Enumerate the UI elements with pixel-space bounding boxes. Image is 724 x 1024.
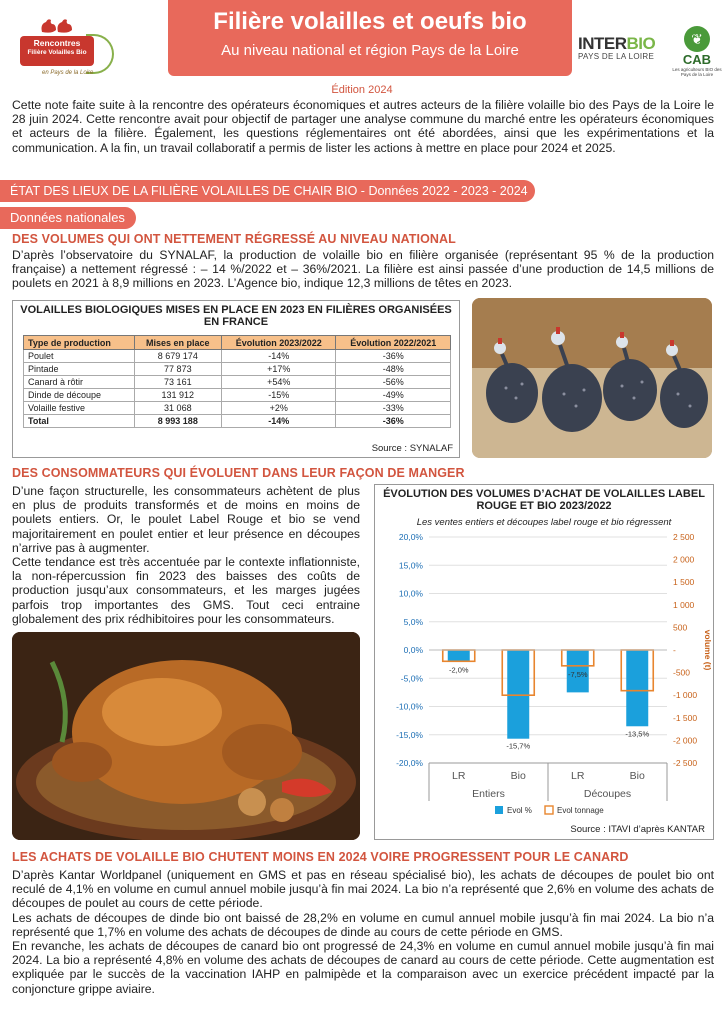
chart-right-tick-label: 500 (673, 622, 688, 633)
logo-left-line1: Rencontres (33, 38, 81, 48)
interbio-sub: PAYS DE LA LOIRE (578, 52, 655, 61)
guinea-fowl-photo (472, 298, 712, 458)
table-cell: 8 679 174 (134, 350, 221, 363)
title-banner (168, 0, 572, 76)
table-row (24, 389, 451, 402)
cab-name: CAB (682, 52, 712, 67)
production-table-box (12, 300, 460, 458)
chart-legend-label: Evol % (507, 806, 532, 815)
table-cell: 8 993 188 (134, 415, 221, 428)
chart-right-tick-label: -2 500 (673, 758, 698, 768)
table-cell: 73 161 (134, 376, 221, 389)
paragraph-purchases-poulet: D’après Kantar Worldpanel (uniquement en GMS et pas en réseau spécialisé bio), les achats de découpes de poulet bio ont reculé de 4,1% en volume en cumul annuel mobile jusqu’à fin mai 2024. La bio n’a représenté que 2,6% en volume des achats de découpes de poulet au cours de cette période. (12, 868, 714, 911)
heading-purchases-2024: LES ACHATS DE VOLAILLE BIO CHUTENT MOINS EN 2024 VOIRE PROGRESSENT POUR LE CANARD (12, 850, 629, 864)
table-row (24, 402, 451, 415)
intro-paragraph: Cette note faite suite à la rencontre des opérateurs économiques et autres acteurs de la filière volaille bio des Pays de la Loire le 28 juin 2024. Cette rencontre avait pour objectif de partager une analyse commune du marché entre les opérateurs économiques et acteurs de la filière. Également, les questions réglementaires ont été abordées, ainsi que les expérimentations et la communication. A la fin, un travail collaboratif a permis de lister les actions à mettre en place pour 2024 et 2025. (12, 98, 714, 155)
hen-icon (38, 14, 78, 36)
chart-title: ÉVOLUTION DES VOLUMES D’ACHAT DE VOLAILLES LABEL ROUGE ET BIO 2023/2022 (383, 488, 705, 512)
table-cell: Volaille festive (24, 402, 135, 415)
table-cell: Canard à rôtir (24, 376, 135, 389)
table-row (24, 350, 451, 363)
table-cell: 77 873 (134, 363, 221, 376)
chart-data-label: -15,7% (506, 741, 531, 751)
paragraph-purchases-canard: En revanche, les achats de découpes de canard bio ont progressé de 24,3% en volume en cumul annuel mobile jusqu’à fin mai 2024. La bio a représenté 4,8% en volume des achats de découpes de canard au cours de cette période. Cette augmentation est expliquée par le succès de la vaccination IAHP en palmipède et la comparaison avec un exercice précédent impacté par la conjoncture grippe aviaire. (12, 939, 714, 996)
page-title: Filière volailles et oeufs bio (213, 8, 527, 35)
table-header-row (24, 336, 451, 350)
table-cell: 131 912 (134, 389, 221, 402)
table-header-cell: Évolution 2022/2021 (336, 336, 451, 350)
table-cell: +17% (222, 363, 336, 376)
chart-bar-evol-pct (626, 650, 648, 726)
production-table (23, 335, 451, 428)
chart-source: Source : ITAVI d’après KANTAR (570, 824, 705, 835)
table-header-cell: Mises en place (134, 336, 221, 350)
table-cell: -33% (336, 402, 451, 415)
chart-right-tick-label: 1 000 (673, 599, 695, 610)
interbio-logo (578, 34, 668, 74)
table-cell: -48% (336, 363, 451, 376)
table-cell: Total (24, 415, 135, 428)
table-cell: -56% (336, 376, 451, 389)
chart-data-label: -7,5% (567, 669, 588, 679)
chart-subtitle: Les ventes entiers et découpes label rouge et bio régressent (416, 517, 672, 528)
chart-left-tick-label: -10,0% (396, 701, 423, 712)
table-cell: -36% (336, 350, 451, 363)
roast-chicken-photo (12, 632, 360, 840)
table-cell: -14% (222, 350, 336, 363)
interbio-part-a: INTER (578, 34, 627, 53)
guinea-fowl-illustration (472, 298, 712, 458)
chart-right-axis-label: volume (t) (703, 629, 713, 671)
table-cell: Dinde de découpe (24, 389, 135, 402)
table-row (24, 363, 451, 376)
chart-right-tick-label: - (673, 645, 676, 655)
table-header-cell: Évolution 2023/2022 (222, 336, 336, 350)
table-title: VOLAILLES BIOLOGIQUES MISES EN PLACE EN 2023 EN FILIÈRES ORGANISÉES EN FRANCE (20, 304, 452, 328)
chart-left-tick-label: -5,0% (400, 673, 423, 684)
interbio-part-b: BIO (626, 34, 656, 53)
chart-category-label: LR (452, 770, 466, 782)
chart-legend-swatch-evol-tonnage (545, 806, 553, 814)
chart-legend-swatch-evol-pct (495, 806, 503, 814)
chart-bar-evol-pct (507, 650, 529, 739)
cab-leaf-icon: ❦ (684, 26, 710, 52)
paragraph-consumers (12, 484, 360, 626)
chart-category-label: LR (571, 770, 585, 782)
chart-group-label: Entiers (472, 788, 505, 800)
chart-svg (375, 485, 715, 841)
logo-left-line2: Filière Volailles Bio (27, 49, 87, 56)
logo-left-sub: en Pays de la Loire (42, 70, 94, 76)
table-cell: Pintade (24, 363, 135, 376)
chart-data-label: -2,0% (448, 665, 469, 675)
logo-ring (86, 34, 114, 74)
chart-right-tick-label: 2 000 (673, 554, 695, 565)
cab-logo (672, 26, 722, 82)
chart-right-tick-label: -2 000 (673, 735, 698, 746)
chart-data-label: -13,5% (625, 729, 650, 739)
interbio-wordmark (578, 34, 668, 54)
paragraph-consumers-b: Cette tendance est très accentuée par le contexte inflationniste, la non-répercussion fin 2023 des baisses des coûts de production jusqu’aux consommateurs, et les marges jugées parfois trop importantes des GMS. Tout ceci entraine globalement des prix rédhibitoires pour les consommateurs. (12, 555, 360, 626)
table-source: Source : SYNALAF (371, 443, 453, 454)
paragraph-purchases-dinde: Les achats de découpes de dinde bio ont baissé de 28,2% en volume en cumul annuel mobile jusqu’à fin mai 2024. La bio n’a représenté que 1,7% en volume des achats de découpes de dinde au cours de cette période en GMS. (12, 910, 714, 939)
chart-right-tick-label: 2 500 (673, 532, 695, 542)
edition-label: Édition 2024 (331, 84, 393, 96)
chart-left-tick-label: 15,0% (398, 560, 423, 571)
chart-category-label: Bio (510, 770, 526, 782)
chart-bar-evol-pct (448, 650, 470, 661)
rencontres-logo-box (20, 36, 94, 66)
chart-right-tick-label: -1 500 (673, 712, 698, 723)
table-cell: +2% (222, 402, 336, 415)
heading-consumers: DES CONSOMMATEURS QUI ÉVOLUENT DANS LEUR FAÇON DE MANGER (12, 466, 465, 480)
purchase-volume-chart (374, 484, 714, 840)
table-cell: 31 068 (134, 402, 221, 415)
subsection-title: Données nationales (0, 207, 136, 229)
chart-right-tick-label: -1 000 (673, 690, 698, 701)
roast-chicken-illustration (12, 632, 360, 840)
chart-left-tick-label: 10,0% (398, 588, 423, 599)
page-subtitle: Au niveau national et région Pays de la Loire (221, 42, 519, 59)
chart-category-label: Bio (629, 770, 645, 782)
table-cell: -49% (336, 389, 451, 402)
heading-volumes: DES VOLUMES QUI ONT NETTEMENT RÉGRESSÉ AU NIVEAU NATIONAL (12, 232, 456, 246)
chart-left-tick-label: -20,0% (396, 758, 423, 768)
chart-right-tick-label: -500 (673, 667, 691, 678)
table-total-row (24, 415, 451, 428)
table-cell: Poulet (24, 350, 135, 363)
table-header-cell: Type de production (24, 336, 135, 350)
table-cell: -15% (222, 389, 336, 402)
paragraph-purchases-2024 (12, 868, 714, 996)
table-row (24, 376, 451, 389)
table-cell: -14% (222, 415, 336, 428)
chart-left-tick-label: 20,0% (398, 532, 423, 542)
chart-group-label: Découpes (583, 788, 632, 800)
table-cell: -36% (336, 415, 451, 428)
cab-sub: Les agriculteurs BIO des Pays de la Loire (672, 67, 722, 77)
section-title: ÉTAT DES LIEUX DE LA FILIÈRE VOLAILLES DE CHAIR BIO - Données 2022 - 2023 - 2024 (0, 180, 535, 202)
chart-left-tick-label: 5,0% (403, 616, 423, 627)
chart-right-tick-label: 1 500 (673, 577, 695, 588)
chart-left-tick-label: -15,0% (396, 729, 423, 740)
chart-left-tick-label: 0,0% (403, 645, 423, 655)
paragraph-consumers-a: D’une façon structurelle, les consommateurs achètent de plus en plus de produits transformés et de moins en moins de poulets entiers. Or, le poulet Label Rouge et bio se vend majoritairement en poulet entier et leur présence en découpes n’arrive pas à augmenter. (12, 484, 360, 555)
table-cell: +54% (222, 376, 336, 389)
chart-legend-label: Evol tonnage (557, 806, 604, 815)
rencontres-logo (10, 8, 106, 84)
paragraph-volumes: D’après l’observatoire du SYNALAF, la production de volaille bio en filière organisée (représentant 95 % de la production française) a nettement régressé : – 14 %/2022 et – 36%/2021. La filière est ainsi passée d’une production de 14,5 millions de poulets en 2021 à 8,9 millions en 2023. L’Agence bio, indique 12,3 millions de têtes en 2023. (12, 248, 714, 291)
